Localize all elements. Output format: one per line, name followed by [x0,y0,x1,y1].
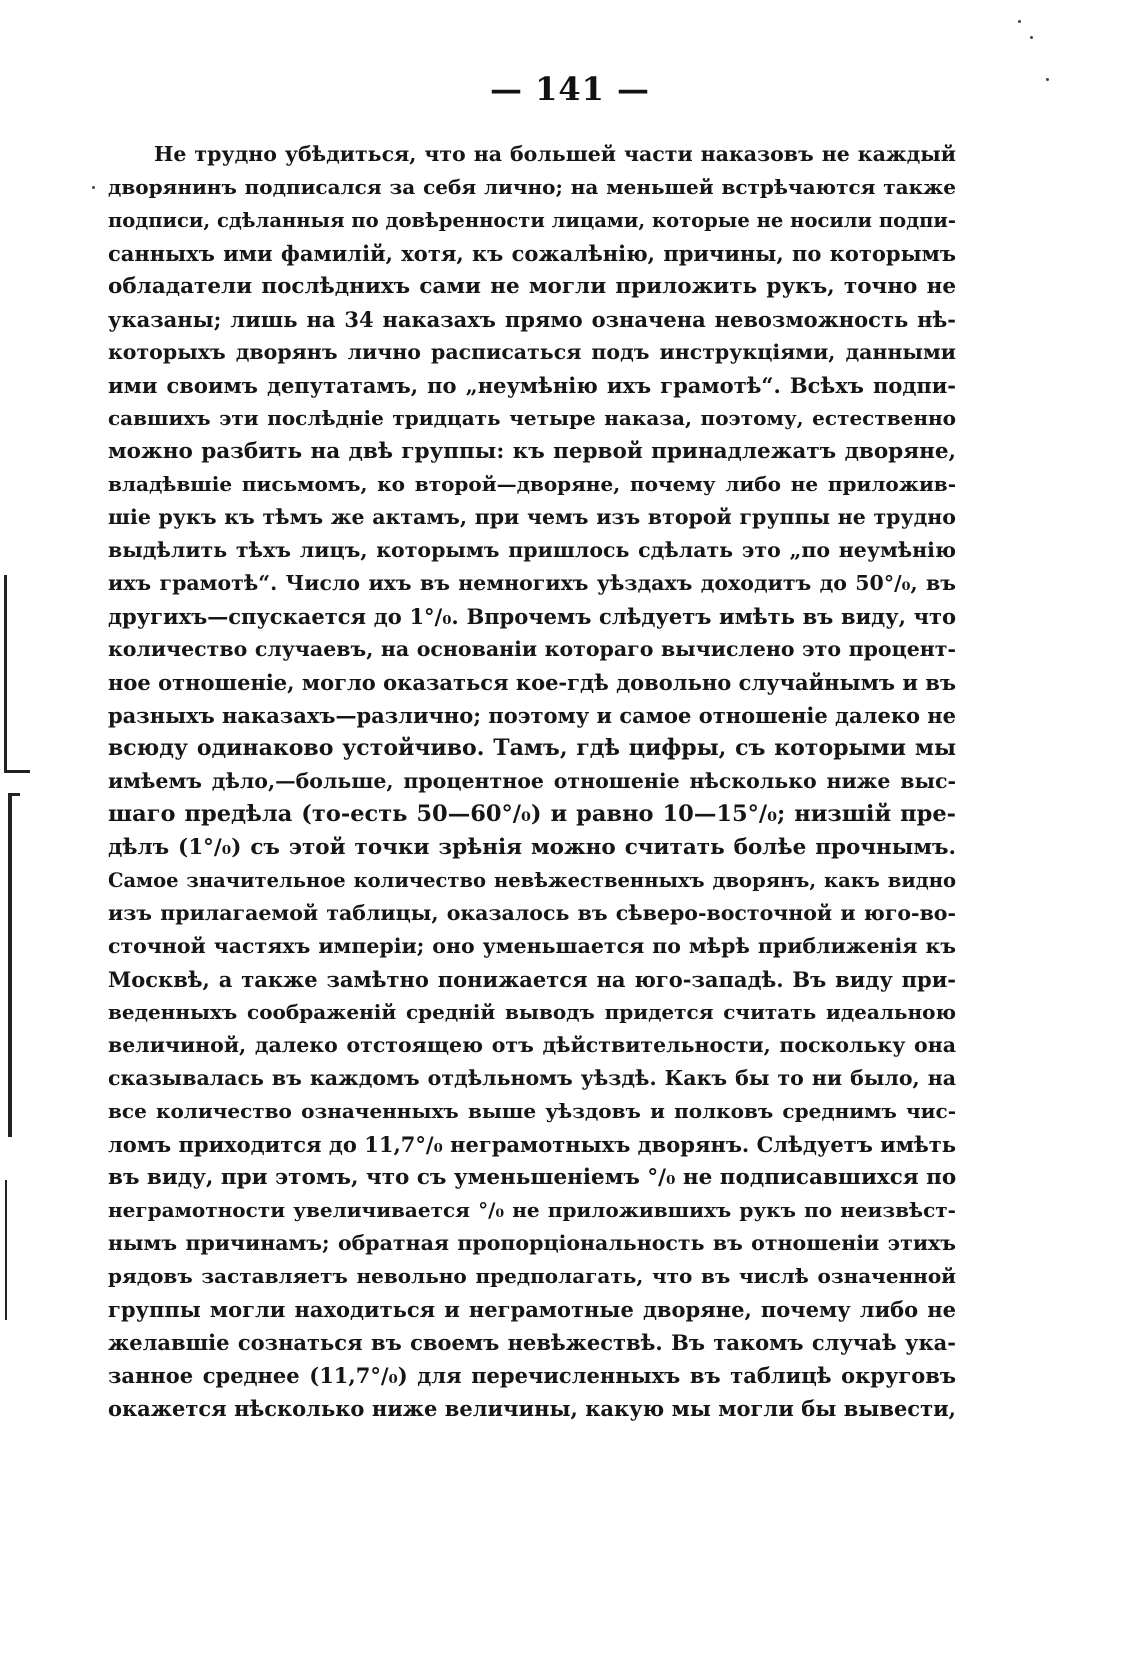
text-line: дѣлъ (1°/₀) съ этой точки зрѣнія можно считать болѣе прочнымъ. [108,835,956,860]
text-line: выдѣлить тѣхъ лицъ, которымъ пришлось сдѣлать это „по неумѣнію [108,538,956,562]
body-text [108,138,956,1425]
text-line: желавшіе сознаться въ своемъ невѣжествѣ. Въ такомъ случаѣ ука- [108,1330,956,1355]
text-line: разныхъ наказахъ—различно; поэтому и самое отношеніе далеко не [108,703,957,728]
text-line: дворянинъ подписался за себя лично; на меньшей встрѣчаются также [108,175,956,199]
text-line: Не трудно убѣдиться, что на большей части наказовъ не каждый [154,142,956,166]
text-line: Москвѣ, а также замѣтно понижается на юго-западѣ. Въ виду при- [108,967,956,992]
scan-margin-mark [5,1180,7,1320]
text-line: рядовъ заставляетъ невольно предполагать, что въ числѣ означенной [108,1264,956,1288]
text-line: веденныхъ соображеній средній выводъ придется считать идеальною [108,1000,956,1024]
text-line: можно разбить на двѣ группы: къ первой принадлежатъ дворяне, [108,439,956,464]
text-line: нымъ причинамъ; обратная пропорціональность въ отношеніи этихъ [108,1231,956,1255]
text-line: сточной частяхъ имперіи; оно уменьшается по мѣрѣ приближенія къ [108,934,956,958]
text-line: занное среднее (11,7°/₀) для перечисленныхъ въ таблицѣ округовъ [108,1363,956,1388]
page-number: — 141 — [489,70,651,108]
text-line: шіе рукъ къ тѣмъ же актамъ, при чемъ изъ второй группы не трудно [108,505,956,529]
text-line: ломъ приходится до 11,7°/₀ неграмотныхъ дворянъ. Слѣдуетъ имѣть [108,1132,956,1157]
text-line: владѣвшіе письмомъ, ко второй—дворяне, почему либо не приложив- [108,472,956,496]
text-line: сказывалась въ каждомъ отдѣльномъ уѣздѣ. Какъ бы то ни было, на [108,1066,956,1090]
text-line: Самое значительное количество невѣжественныхъ дворянъ, какъ видно [108,869,956,892]
scan-margin-mark [4,575,7,771]
text-line: савшихъ эти послѣдніе тридцать четыре наказа, поэтому, естественно [108,406,956,430]
text-line: количество случаевъ, на основаніи котораго вычислено это процент- [108,637,956,661]
text-line: указаны; лишь на 34 наказахъ прямо означена невозможность нѣ- [108,307,956,332]
text-line: подписи, сдѣланныя по довѣренности лицами, которые не носили подпи- [108,209,956,232]
text-line: группы могли находиться и неграмотные дворяне, почему либо не [108,1297,956,1322]
text-line: величиной, далеко отстоящею отъ дѣйствительности, поскольку она [108,1033,956,1057]
scan-margin-mark [4,770,30,773]
text-line: ихъ грамотѣ“. Число ихъ въ немногихъ уѣздахъ доходитъ до 50°/₀, въ [108,571,956,595]
text-line: окажется нѣсколько ниже величины, какую мы могли бы вывести, [108,1396,956,1421]
text-line: шаго предѣла (то-есть 50—60°/₀) и равно 10—15°/₀; низшій пре- [108,801,956,827]
text-line: ное отношеніе, могло оказаться кое-гдѣ довольно случайнымъ и въ [108,670,956,695]
scan-margin-mark [8,793,20,796]
text-line: обладатели послѣднихъ сами не могли приложить рукъ, точно не [108,274,956,299]
text-line: неграмотности увеличивается °/₀ не приложившихъ рукъ по неизвѣст- [108,1198,956,1222]
scan-speck [92,186,95,189]
text-line: всюду одинаково устойчиво. Тамъ, гдѣ цифры, съ которыми мы [108,735,956,761]
text-line: все количество означенныхъ выше уѣздовъ и полковъ среднимъ чис- [108,1099,956,1123]
text-line: другихъ—спускается до 1°/₀. Впрочемъ слѣдуетъ имѣть въ виду, что [108,604,956,629]
text-line: ими своимъ депутатамъ, по „неумѣнію ихъ грамотѣ“. Всѣхъ подпи- [108,373,956,398]
text-line: санныхъ ими фамилій, хотя, къ сожалѣнію, причины, по которымъ [108,241,956,266]
text-line: въ виду, при этомъ, что съ уменьшеніемъ °/₀ не подписавшихся по [108,1165,957,1190]
scan-speck [1018,20,1021,23]
text-line: имѣемъ дѣло,—больше, процентное отношеніе нѣсколько ниже выс- [108,769,956,793]
scan-margin-mark [8,795,12,1137]
scan-speck [1030,36,1033,39]
text-line: которыхъ дворянъ лично расписаться подъ инструкціями, данными [108,340,956,364]
text-line: изъ прилагаемой таблицы, оказалось въ сѣверо-восточной и юго-во- [108,901,956,925]
